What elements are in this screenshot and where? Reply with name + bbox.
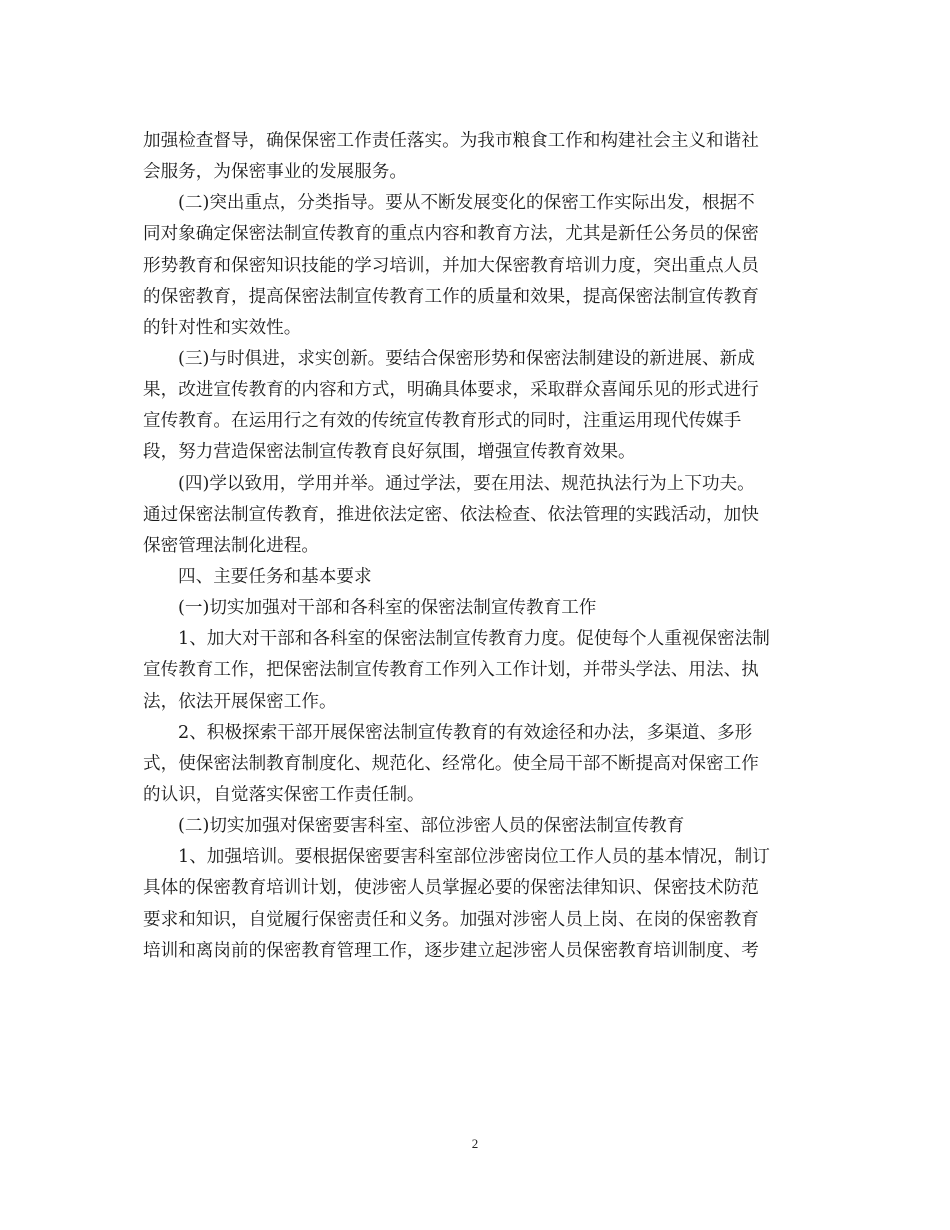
text-line: 的保密教育，提高保密法制宣传教育工作的质量和效果，提高保密法制宣传教育	[143, 286, 759, 307]
text-line: 加强检查督导，确保保密工作责任落实。为我市粮食工作和构建社会主义和谐社	[143, 131, 759, 151]
text-line: 宣传教育工作，把保密法制宣传教育工作列入工作计划，并带头学法、用法、执	[143, 660, 759, 681]
text-line: 通过保密法制宣传教育，推进依法定密、依法检查、依法管理的实践活动，加快	[143, 504, 759, 525]
text-line: 段，努力营造保密法制宣传教育良好氛围，增强宣传教育效果。	[143, 442, 636, 463]
paragraph-heading-line: (二)突出重点，分类指导。要从不断发展变化的保密工作实际出发，根据不	[178, 193, 755, 214]
text-line: 同对象确定保密法制宣传教育的重点内容和教育方法，尤其是新任公务员的保密	[143, 224, 759, 245]
paragraph-heading-line: (三)与时俱进，求实创新。要结合保密形势和保密法制建设的新进展、新成	[178, 348, 755, 369]
subsection-heading: (二)切实加强对保密要害科室、部位涉密人员的保密法制宣传教育	[178, 816, 685, 837]
text-line: 具体的保密教育培训计划，使涉密人员掌握必要的保密法律知识、保密技术防范	[143, 878, 759, 899]
paragraph-heading-line: 2、积极探索干部开展保密法制宣传教育的有效途径和办法，多渠道、多形	[178, 722, 753, 743]
text-line: 会服务，为保密事业的发展服务。	[143, 162, 407, 183]
text-line: 宣传教育。在运用行之有效的传统宣传教育形式的同时，注重运用现代传媒手	[143, 411, 742, 432]
paragraph-heading-line: 1、加大对干部和各科室的保密法制宣传教育力度。促使每个人重视保密法制	[178, 629, 770, 650]
page-number: 2	[471, 1136, 479, 1151]
text-line: 培训和离岗前的保密教育管理工作，逐步建立起涉密人员保密教育培训制度、考	[143, 940, 759, 961]
document-body	[143, 126, 808, 967]
text-line: 形势教育和保密知识技能的学习培训，并加大保密教育培训力度，突出重点人员	[143, 255, 759, 276]
paragraph-heading-line: 1、加强培训。要根据保密要害科室部位涉密岗位工作人员的基本情况，制订	[178, 847, 770, 868]
subsection-heading: (一)切实加强对干部和各科室的保密法制宣传教育工作	[178, 598, 597, 619]
text-line: 的认识，自觉落实保密工作责任制。	[143, 784, 425, 805]
text-line: 果，改进宣传教育的内容和方式，明确具体要求，采取群众喜闻乐见的形式进行	[143, 380, 759, 401]
text-line: 的针对性和实效性。	[143, 317, 302, 338]
text-line: 保密管理法制化进程。	[143, 535, 319, 556]
text-line: 式，使保密法制教育制度化、规范化、经常化。使全局干部不断提高对保密工作	[143, 753, 759, 774]
paragraph-heading-line: (四)学以致用，学用并举。通过学法，要在用法、规范执法行为上下功夫。	[178, 473, 755, 494]
text-line: 要求和知识，自觉履行保密责任和义务。加强对涉密人员上岗、在岗的保密教育	[143, 909, 759, 930]
section-heading: 四、主要任务和基本要求	[178, 566, 372, 587]
text-line: 法，依法开展保密工作。	[143, 691, 337, 712]
